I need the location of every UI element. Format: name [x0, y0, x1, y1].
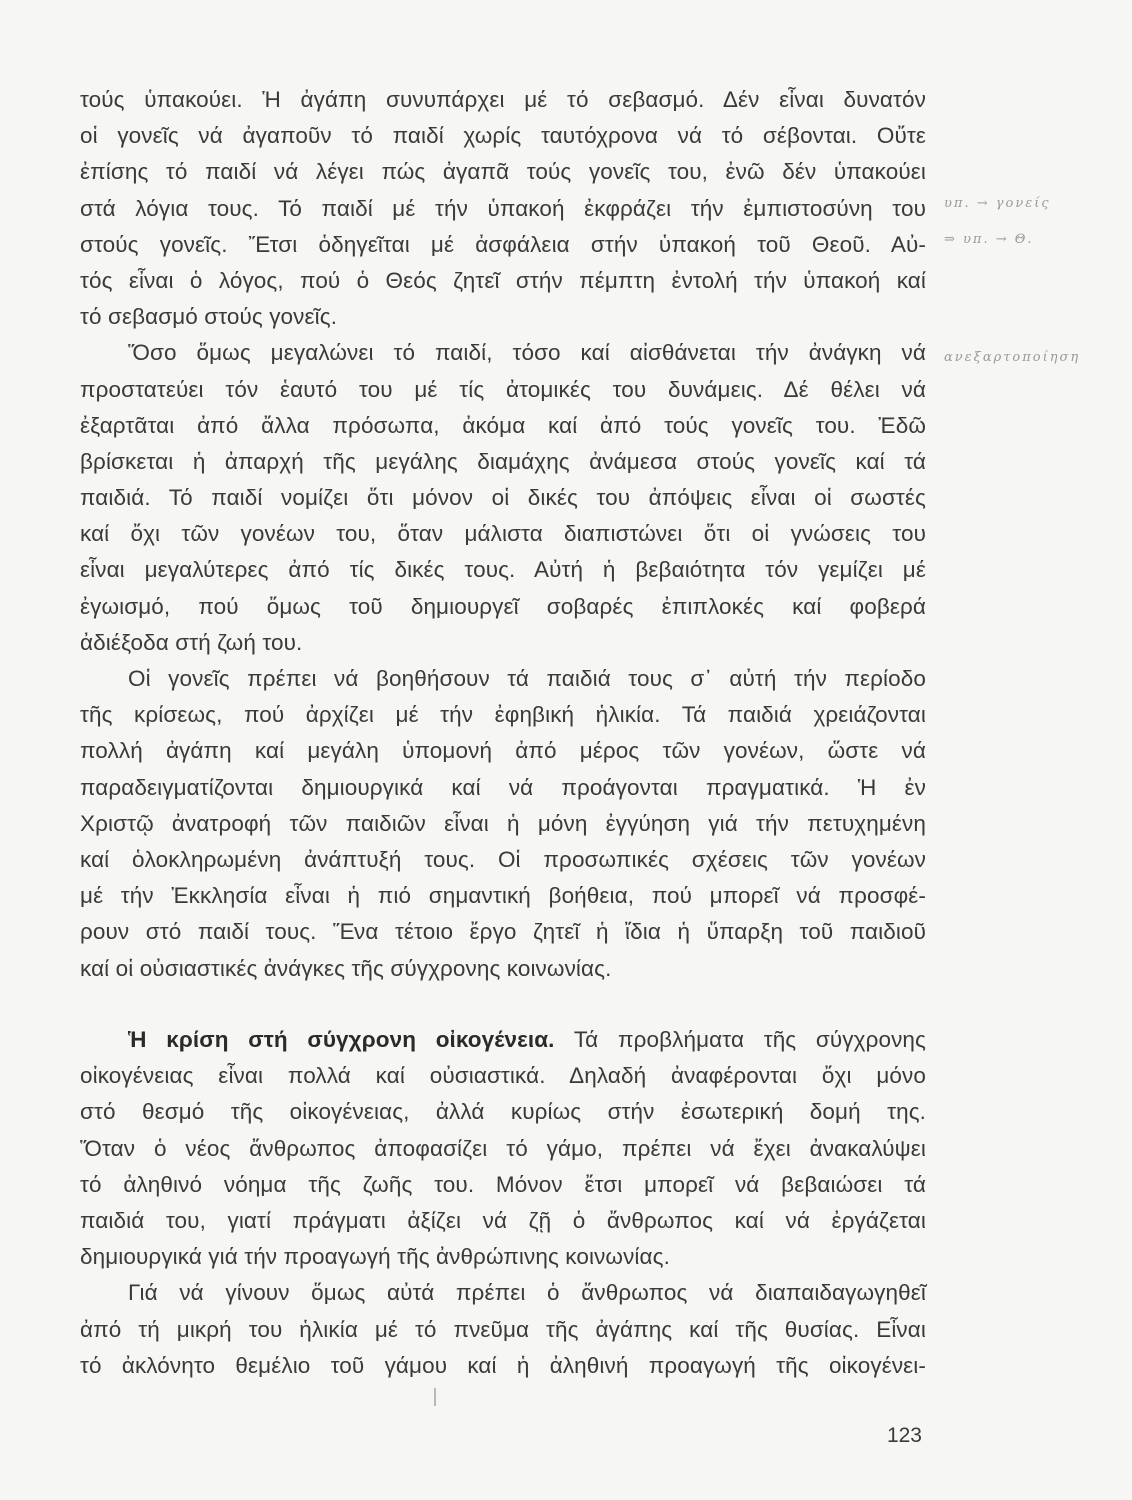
body-text-top — [80, 82, 926, 987]
section-first-line — [80, 1022, 926, 1058]
text-line: παραδειγματίζονται δημιουργικά καί νά προάγονται πραγματικά. Ἡ ἐν — [80, 774, 926, 800]
text-line: Γιά νά γίνουν ὅμως αὐτά πρέπει ὁ ἄνθρωπος νά διαπαιδαγωγηθεῖ — [128, 1280, 926, 1306]
text-line: τό ἀληθινό νόημα τῆς ζωῆς του. Μόνον ἔτσι μπορεῖ νά βεβαιώσει τά — [80, 1171, 926, 1197]
page-number: 123 — [886, 1424, 922, 1447]
text-line: τῆς κρίσεως, πού ἀρχίζει μέ τήν ἐφηβική ἡλικία. Τά παιδιά χρειάζονται — [80, 702, 926, 728]
text-line: τός εἶναι ὁ λόγος, πού ὁ Θεός ζητεῖ στήν πέμπτη ἐντολή τήν ὑπακοή καί — [80, 267, 926, 293]
text-line: Ὅταν ὁ νέος ἄνθρωπος ἀποφασίζει τό γάμο, πρέπει νά ἔχει ἀνακαλύψει — [80, 1135, 926, 1161]
text-line: παιδιά του, γιατί πράγματι ἀξίζει νά ζῇ ὁ ἄνθρωπος καί νά ἐργάζεται — [80, 1207, 926, 1233]
text-line: Χριστῷ ἀνατροφή τῶν παιδιῶν εἶναι ἡ μόνη ἐγγύηση γιά τήν πετυχημένη — [80, 810, 926, 836]
text-line: οἱ γονεῖς νά ἀγαποῦν τό παιδί χωρίς ταυτόχρονα νά τό σέβονται. Οὔτε — [80, 123, 926, 149]
section-first-line-rest: Τά προβλήματα τῆς σύγχρονης — [573, 1027, 926, 1052]
text-line: δημιουργικά γιά τήν προαγωγή τῆς ἀνθρώπινης κοινωνίας. — [80, 1244, 670, 1270]
text-line: τούς ὑπακούει. Ἡ ἀγάπη συνυπάρχει μέ τό σεβασμό. Δέν εἶναι δυνατόν — [80, 87, 926, 112]
text-line: ἐγωισμό, πού ὅμως τοῦ δημιουργεῖ σοβαρές ἐπιπλοκές καί φοβερά — [80, 593, 926, 619]
text-line: μέ τήν Ἐκκλησία εἶναι ἡ πιό σημαντική βοήθεια, πού μπορεῖ νά προσφέ- — [80, 883, 926, 909]
text-line: καί ὄχι τῶν γονέων του, ὅταν μάλιστα διαπιστώνει ὅτι οἱ γνώσεις του — [80, 521, 926, 547]
text-line: οἰκογένειας εἶναι πολλά καί οὐσιαστικά. Δηλαδή ἀναφέρονται ὄχι μόνο — [80, 1063, 926, 1089]
text-line: στά λόγια τους. Τό παιδί μέ τήν ὑπακοή ἐκφράζει τήν ἐμπιστοσύνη του — [80, 195, 926, 221]
text-line: τό ἀκλόνητο θεμέλιο τοῦ γάμου καί ἡ ἀληθινή προαγωγή τῆς οἰκογένει- — [80, 1352, 926, 1378]
text-line: τό σεβασμό στούς γονεῖς. — [80, 304, 338, 330]
text-line: στό θεσμό τῆς οἰκογένειας, ἀλλά κυρίως στήν ἐσωτερική δομή της. — [80, 1099, 926, 1125]
text-line: ἐπίσης τό παιδί νά λέγει πώς ἀγαπᾶ τούς γονεῖς του, ἐνῶ δέν ὑπακούει — [80, 159, 926, 185]
section-heading: Ἡ κρίση στή σύγχρονη οἰκογένεια. — [128, 1027, 555, 1052]
section-family-crisis — [80, 1022, 926, 1384]
handwritten-margin-note: υπ. → γονείς — [944, 196, 1051, 211]
text-line: ἀδιέξοδα στή ζωή του. — [80, 629, 303, 655]
text-line: ἐξαρτᾶται ἀπό ἄλλα πρόσωπα, ἀκόμα καί ἀπό τούς γονεῖς του. Ἐδῶ — [80, 412, 926, 438]
text-line: ρουν στό παιδί τους. Ἕνα τέτοιο ἔργο ζητεῖ ἡ ἴδια ἡ ὕπαρξη τοῦ παιδιοῦ — [80, 919, 926, 945]
text-line: παιδιά. Τό παιδί νομίζει ὅτι μόνον οἱ δικές του ἀπόψεις εἶναι οἱ σωστές — [80, 485, 926, 511]
text-line: Οἱ γονεῖς πρέπει νά βοηθήσουν τά παιδιά τους σ᾽ αὐτή τήν περίοδο — [128, 666, 926, 691]
text-line: καί ὁλοκληρωμένη ἀνάπτυξή τους. Οἱ προσωπικές σχέσεις τῶν γονέων — [80, 846, 926, 872]
text-line: βρίσκεται ἡ ἀπαρχή τῆς μεγάλης διαμάχης ἀνάμεσα στούς γονεῖς καί τά — [80, 448, 926, 474]
text-line: στούς γονεῖς. Ἔτσι ὁδηγεῖται μέ ἀσφάλεια στήν ὑπακοή τοῦ Θεοῦ. Αὐ- — [80, 231, 926, 257]
text-line: καί οἱ οὐσιαστικές ἀνάγκες τῆς σύγχρονης κοινωνίας. — [80, 955, 612, 981]
handwritten-margin-note: ⇒ υπ. → Θ. — [944, 232, 1034, 247]
handwritten-margin-note: ανεξαρτοποίηση — [944, 350, 1081, 365]
text-line: πολλή ἀγάπη καί μεγάλη ὑπομονή ἀπό μέρος τῶν γονέων, ὥστε νά — [80, 738, 926, 764]
text-line: Ὅσο ὅμως μεγαλώνει τό παιδί, τόσο καί αἰσθάνεται τήν ἀνάγκη νά — [128, 340, 926, 366]
text-line: ἀπό τή μικρή του ἡλικία μέ τό πνεῦμα τῆς ἀγάπης καί τῆς θυσίας. Εἶναι — [80, 1316, 926, 1342]
text-line: εἶναι μεγαλύτερες ἀπό τίς δικές τους. Αὐτή ἡ βεβαιότητα τόν γεμίζει μέ — [80, 557, 926, 583]
pen-mark — [434, 1388, 436, 1406]
text-line: προστατεύει τόν ἑαυτό του μέ τίς ἀτομικές του δυνάμεις. Δέ θέλει νά — [80, 376, 926, 402]
